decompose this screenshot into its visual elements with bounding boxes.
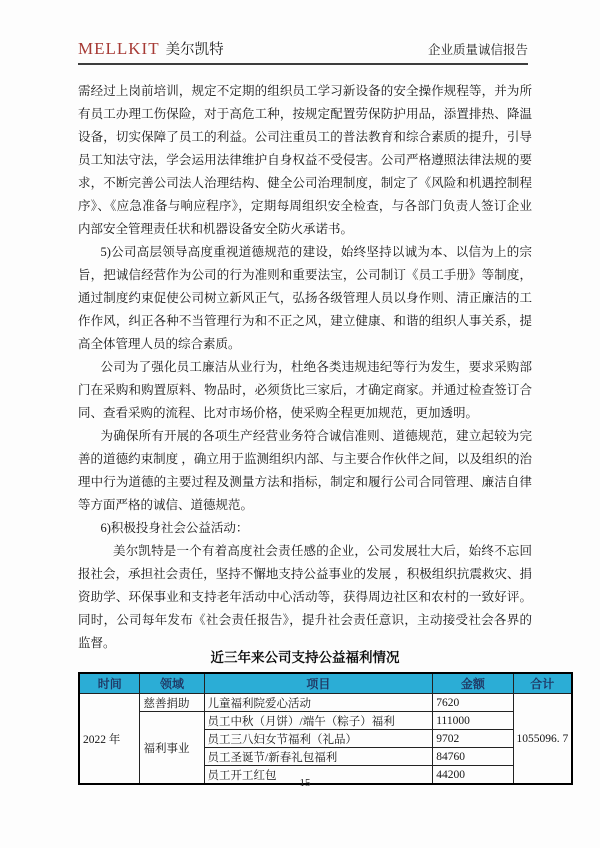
project-cell: 员工中秋（月饼）/端午（粽子）福利: [204, 712, 433, 730]
column-header-total: 合计: [513, 673, 572, 694]
body-text: [78, 80, 532, 655]
welfare-table-section: [78, 646, 573, 785]
project-cell: 员工三八妇女节福利（礼品）: [204, 730, 433, 748]
column-header-amount: 金额: [433, 673, 513, 694]
amount-cell: 84760: [433, 748, 513, 766]
column-header-project: 项目: [204, 673, 433, 694]
body-paragraph: 公司为了强化员工廉洁从业行为，杜绝各类违规违纪等行为发生，要求采购部门在采购和购置原料、物品时，必须货比三家后，才确定商家。并通过检查签订合同、查看采购的流程、比对市场价格，使采购全程更加规范，更加透明。: [78, 360, 532, 420]
project-cell: 员工开工红包: [204, 766, 433, 785]
welfare-table: [78, 672, 573, 785]
body-paragraph: 6)积极投身社会公益活动：: [100, 521, 249, 535]
body-paragraph: 美尔凯特是一个有着高度社会责任感的企业，公司发展壮大后，始终不忘回报社会，承担社会责任，坚持不懈地支持公益事业的发展 ，积极组织抗震救灾、捐资助学、环保事业和支持老年活动中心活动等，获得周边社区和农村的一致好评。同时，公司每年发布《社会责任报告》，提升社会责任意识，主动接受社会各界的监督。: [78, 544, 532, 650]
table-row: [79, 712, 572, 730]
year-cell: 2022 年: [79, 694, 140, 785]
column-header-time: 时间: [79, 673, 140, 694]
column-header-domain: 领域: [140, 673, 204, 694]
amount-cell: 9702: [433, 730, 513, 748]
table-header-row: [79, 673, 572, 694]
table-row: [79, 694, 572, 712]
body-paragraph: 为确保所有开展的各项生产经营业务符合诚信准则、道德规范，建立起较为完善的道德约束制度 ，确立用于监测组织内部、与主要合作伙伴之间，以及组织的治理中行为道德的主要过程及测量方法和指标，制定和履行公司合同管理、廉洁自律等方面严格的诚信、道德规范。: [78, 429, 532, 512]
page-header: [78, 38, 528, 65]
project-cell: 儿童福利院爱心活动: [204, 694, 433, 712]
body-paragraph: 5)公司高层领导高度重视道德规范的建设，始终坚持以诚为本、以信为上的宗旨，把诚信经营作为公司的行为准则和重要法宝，公司制订《员工手册》等制度，通过制度约束促使公司树立新风正气，弘扬各级管理人员以身作则、清正廉洁的工作作风，纠正各种不当管理行为和不正之风，建立健康、和谐的组织人事关系，提高全体管理人员的综合素质。: [78, 245, 532, 351]
amount-cell: 44200: [433, 766, 513, 785]
domain-cell: 慈善捐助: [140, 694, 204, 712]
body-paragraph: 需经过上岗前培训，规定不定期的组织员工学习新设备的安全操作规程等，并为所有员工办理工伤保险，对于高危工种，按规定配置劳保防护用品，添置排热、降温设备，切实保障了员工的利益。公司注重员工的普法教育和综合素质的提升，引导员工知法守法，学会运用法律维护自身权益不受侵害。公司严格遵照法律法规的要求，不断完善公司法人治理结构、健全公司治理制度，制定了《风险和机遇控制程序》、《应急准备与响应程序》，定期每周组织安全检查，与各部门负责人签订企业内部安全管理责任状和机器设备安全防火承诺书。: [78, 84, 532, 236]
logo-wordmark-en: MELLKIT: [78, 39, 160, 58]
table-title: 近三年来公司支持公益福利情况: [210, 650, 400, 665]
project-cell: 员工圣诞节/新春礼包福利: [204, 748, 433, 766]
amount-cell: 7620: [433, 694, 513, 712]
document-title: 企业质量诚信报告: [427, 43, 528, 57]
company-logo: [78, 38, 224, 59]
total-cell: 1055096. 7: [513, 694, 572, 785]
logo-wordmark-cn: 美尔凯特: [165, 42, 224, 58]
amount-cell: 111000: [433, 712, 513, 730]
domain-cell: 福利事业: [140, 712, 204, 785]
page-number: 15: [299, 777, 311, 789]
